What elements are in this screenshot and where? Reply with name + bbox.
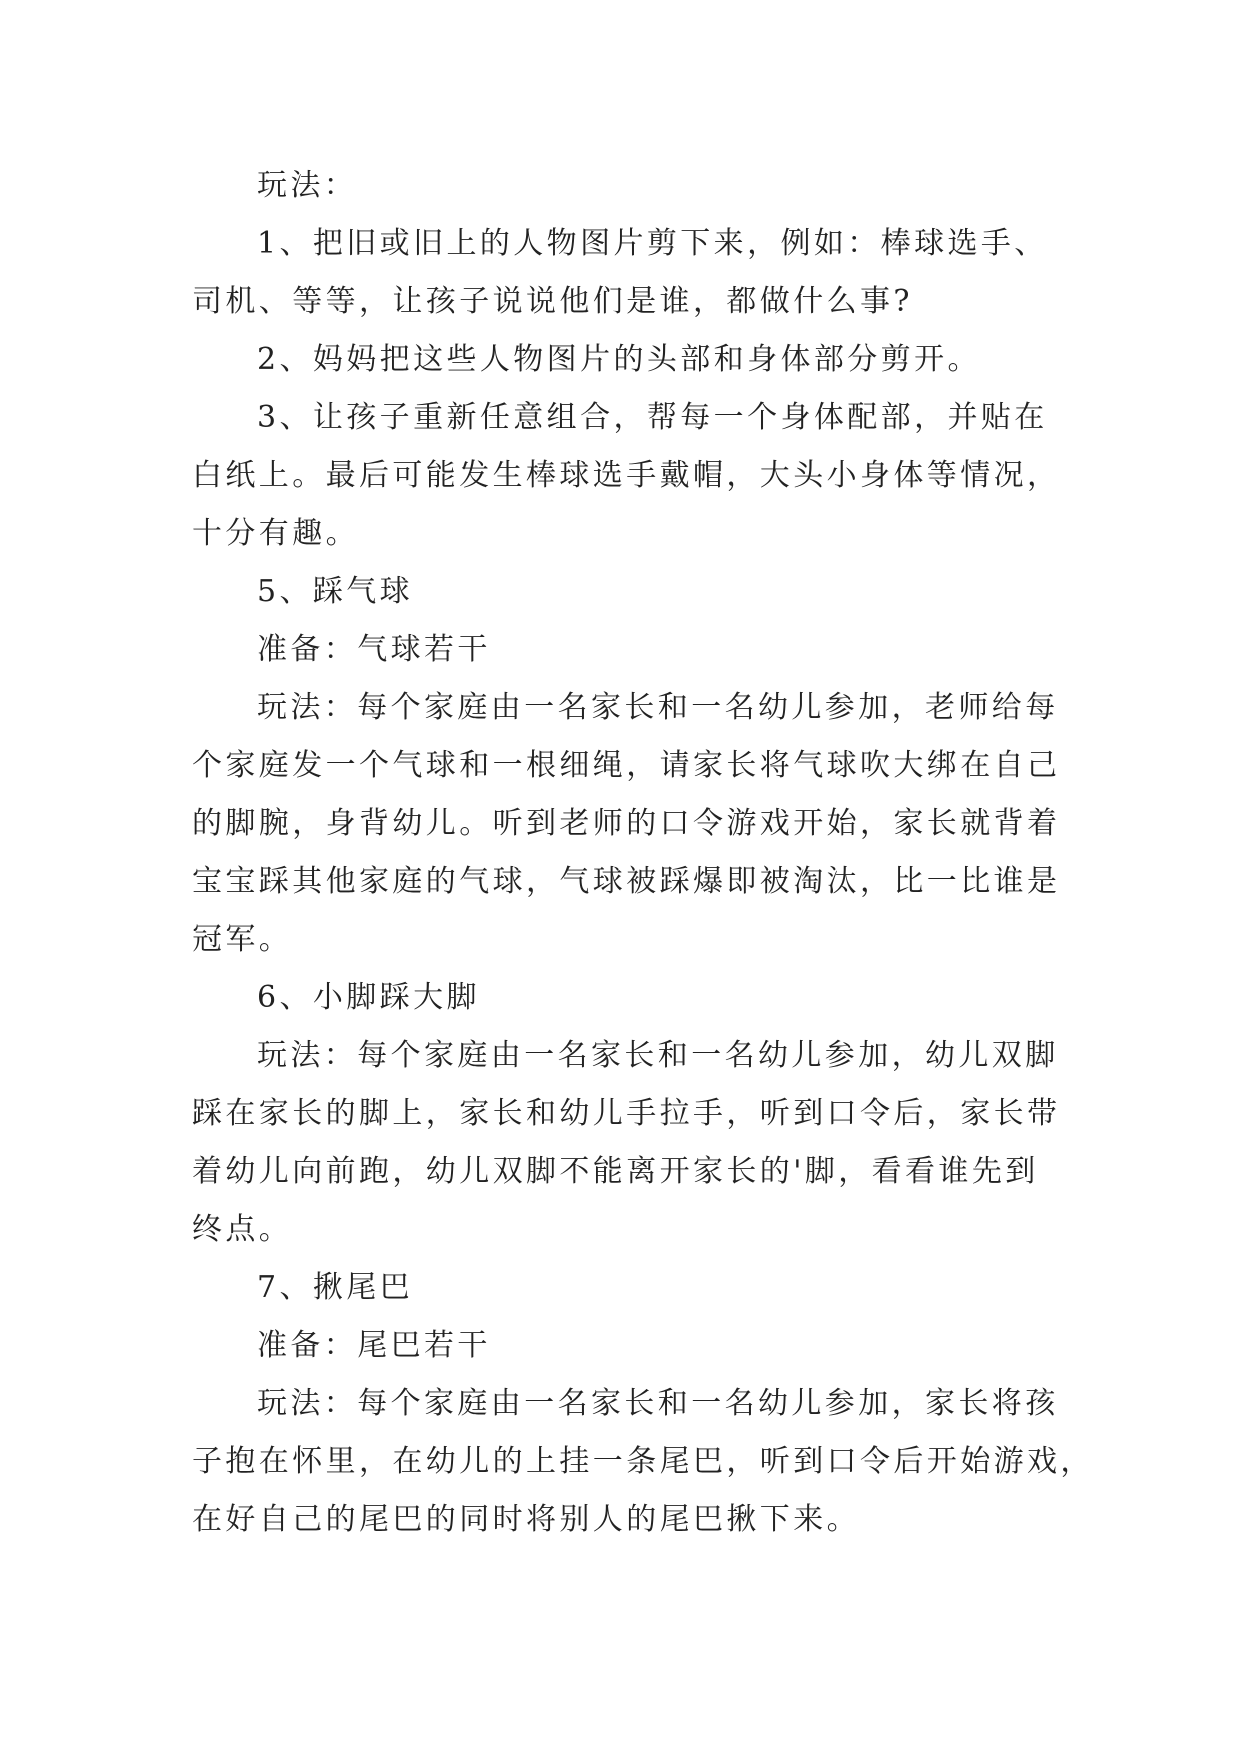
paragraph-line: 终点。 <box>192 1212 293 1247</box>
section-heading-stomp-balloon: 5、踩气球 <box>257 574 414 609</box>
paragraph-line: 2、妈妈把这些人物图片的头部和身体部分剪开。 <box>257 342 981 377</box>
paragraph-line: 踩在家长的脚上，家长和幼儿手拉手，听到口令后，家长带 <box>192 1096 1061 1131</box>
paragraph-line: 玩法：每个家庭由一名家长和一名幼儿参加，老师给每 <box>257 690 1059 725</box>
paragraph-line: 司机、等等，让孩子说说他们是谁，都做什么事? <box>192 284 913 319</box>
paragraph-line: 白纸上。最后可能发生棒球选手戴帽，大头小身体等情况， <box>192 458 1061 493</box>
paragraph-line-play-heading: 玩法： <box>257 168 358 203</box>
paragraph-line: 玩法：每个家庭由一名家长和一名幼儿参加，幼儿双脚 <box>257 1038 1059 1073</box>
paragraph-line: 3、让孩子重新任意组合，帮每一个身体配部，并贴在 <box>257 400 1048 435</box>
paragraph-line: 1、把旧或旧上的人物图片剪下来，例如：棒球选手、 <box>257 226 1048 261</box>
paragraph-line: 子抱在怀里，在幼儿的上挂一条尾巴，听到口令后开始游戏， <box>192 1444 1094 1479</box>
section-heading-pull-tail: 7、揪尾巴 <box>257 1270 414 1305</box>
paragraph-line: 着幼儿向前跑，幼儿双脚不能离开家长的'脚，看看谁先到 <box>192 1154 1039 1189</box>
paragraph-line: 冠军。 <box>192 922 293 957</box>
paragraph-line: 个家庭发一个气球和一根细绳，请家长将气球吹大绑在自己 <box>192 748 1061 783</box>
paragraph-line: 十分有趣。 <box>192 516 359 551</box>
section-heading-small-foot: 6、小脚踩大脚 <box>257 980 480 1015</box>
preparation-line: 准备：尾巴若干 <box>257 1328 491 1363</box>
paragraph-line: 的脚腕，身背幼儿。听到老师的口令游戏开始，家长就背着 <box>192 806 1061 841</box>
paragraph-line: 在好自己的尾巴的同时将别人的尾巴揪下来。 <box>192 1502 860 1537</box>
preparation-line: 准备：气球若干 <box>257 632 491 667</box>
paragraph-line: 宝宝踩其他家庭的气球，气球被踩爆即被淘汰，比一比谁是 <box>192 864 1061 899</box>
paragraph-line: 玩法：每个家庭由一名家长和一名幼儿参加，家长将孩 <box>257 1386 1059 1421</box>
